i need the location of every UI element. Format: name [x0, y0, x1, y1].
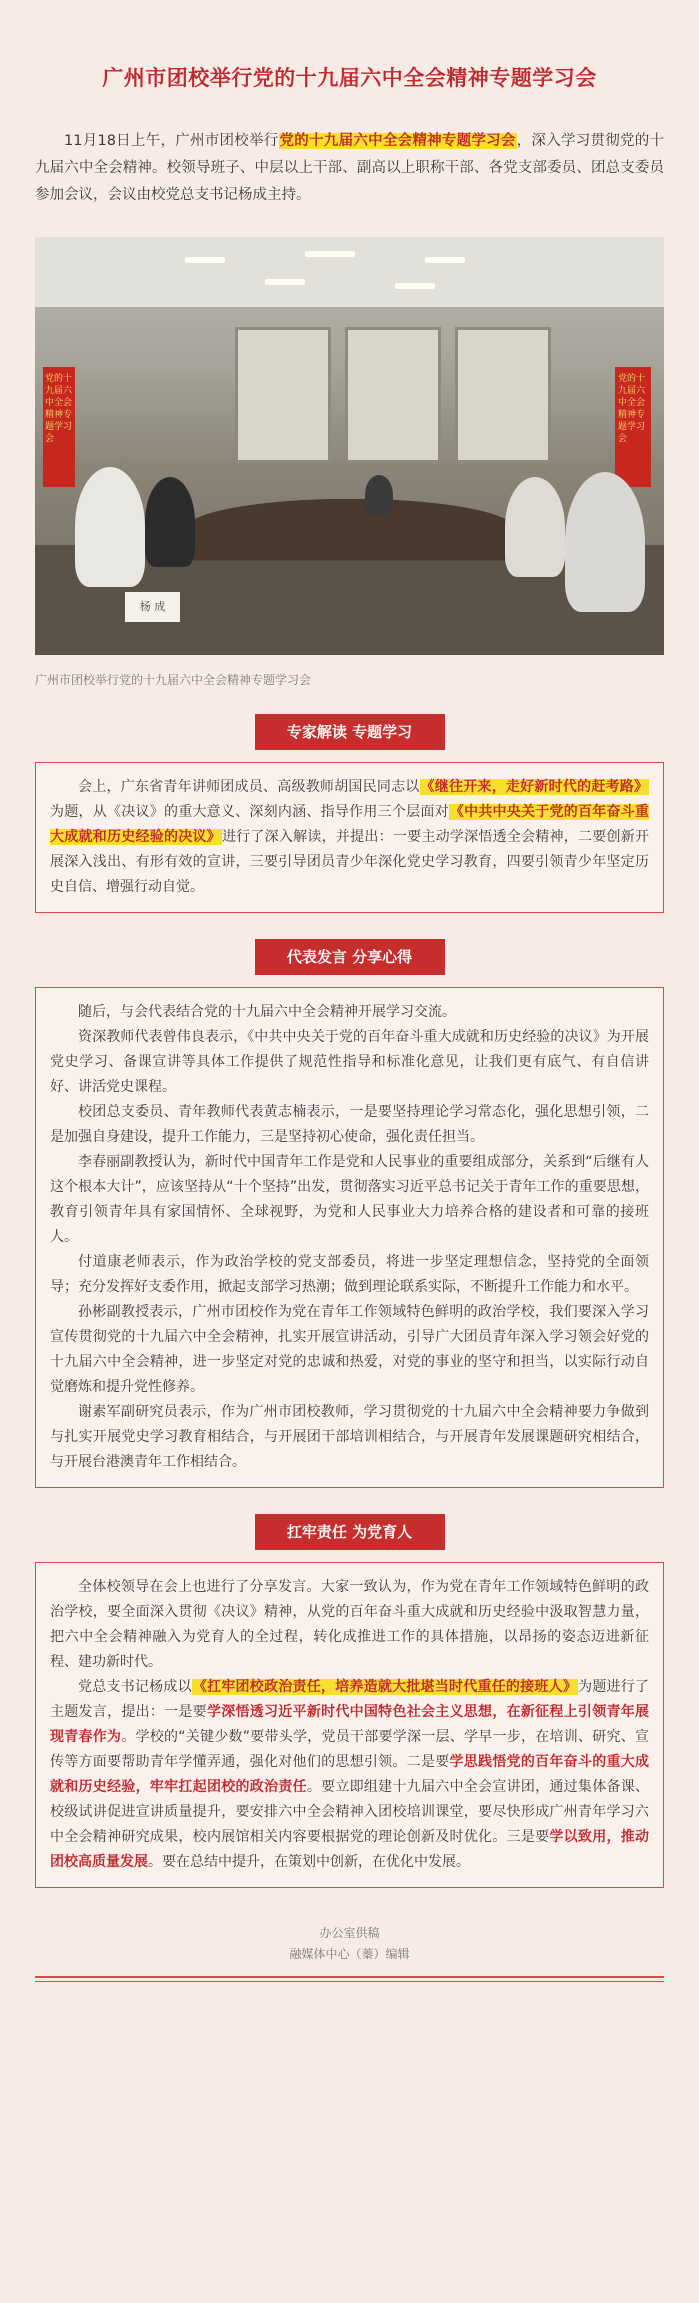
footer-editor: 融媒体中心（蓁）编辑	[289, 1947, 410, 1961]
photo-light	[185, 257, 225, 263]
photo-light	[265, 279, 305, 285]
photo-table	[170, 499, 531, 561]
photo-person	[145, 477, 195, 567]
expert-text-1: 会上，广东省青年讲师团成员、高级教师胡国民同志以	[78, 779, 420, 795]
expert-highlight-2: 《中共中央关于党的百年奋斗重大成就和历史经验的决议》	[50, 804, 649, 845]
photo-window	[235, 327, 331, 463]
section-heading-expert: 专家解读 专题学习	[255, 714, 445, 750]
speech-paragraph: 谢素军副研究员表示，作为广州市团校教师，学习贯彻党的十九届六中全会精神要力争做到与扎实开展党史学习教育相结合，与开展团干部培训相结合，与开展青年发展课题研究相结合，与开展台港澳青年工作相结合。	[50, 1404, 649, 1470]
responsibility-paragraph-1: 全体校领导在会上也进行了分享发言。大家一致认为，作为党在青年工作领域特色鲜明的政治学校，要全面深入贯彻《决议》精神，从党的百年奋斗重大成就和历史经验中汲取智慧力量，把六中全会精神融入为党育人的全过程，转化成推进工作的具体措施，以昂扬的姿态迈进新征程、建功新时代。	[50, 1579, 649, 1670]
photo-window	[455, 327, 551, 463]
speech-paragraph: 孙彬副教授表示，广州市团校作为党在青年工作领域特色鲜明的政治学校，我们要深入学习宣传贯彻党的十九届六中全会精神，扎实开展宣讲活动，引导广大团员青年深入学习领会好党的十九届六中全会精神，进一步坚定对党的忠诚和热爱，对党的事业的坚守和担当，以实际行动自觉磨炼和提升党性修养。	[50, 1304, 649, 1395]
section-box-responsibility	[35, 1562, 664, 1888]
photo-banner-left-text: 党的十九届六中全会精神专题学习会	[45, 374, 73, 444]
resp-text-1: 党总支书记杨成以	[78, 1679, 192, 1695]
photo-caption: 广州市团校举行党的十九届六中全会精神专题学习会	[35, 673, 312, 687]
article-title: 广州市团校举行党的十九届六中全会精神专题学习会	[102, 66, 597, 90]
resp-emphasis-3: 学以致用，推动团校高质量发展	[50, 1829, 650, 1870]
intro-text-2: ，深入学习贯彻党的十九届六中全会精神。校领导班子、中层以上干部、副高以上职称干部、各党支部委员、团总支委员参加会议，会议由校党总支书记杨成主持。	[35, 133, 665, 203]
speech-paragraph: 付道康老师表示，作为政治学校的党支部委员，将进一步坚定理想信念，坚持党的全面领导；充分发挥好支委作用，掀起支部学习热潮；做到理论联系实际，不断提升工作能力和水平。	[50, 1254, 649, 1295]
resp-text-3: 。学校的“关键少数”要带头学，党员干部要学深一层、学早一步，在培训、研究、宣传等方面要帮助青年学懂弄通，强化对他们的思想引领。二是要	[50, 1729, 649, 1770]
resp-emphasis-1: 学深悟透习近平新时代中国特色社会主义思想，在新征程上引领青年展现青春作为	[50, 1704, 650, 1745]
expert-paragraph	[50, 775, 649, 900]
intro-text-1: 11月18日上午，广州市团校举行	[64, 133, 279, 149]
section-heading-speeches: 代表发言 分享心得	[255, 939, 445, 975]
footer-rule	[35, 1976, 664, 1978]
resp-emphasis-2: 学思践悟党的百年奋斗的重大成就和历史经验，牢牢扛起团校的政治责任	[50, 1754, 650, 1795]
photo-banner-right-text: 党的十九届六中全会精神专题学习会	[618, 374, 646, 444]
resp-text-4: 。要立即组建十九届六中全会宣讲团，通过集体备课、校级试讲促进宣讲质量提升，要安排六中全会精神入团校培训课堂，要尽快形成广州青年学习六中全会精神研究成果，校内展馆相关内容要根据党的理论创新及时优化。三是要	[50, 1779, 649, 1845]
photo-nameplate: 杨 成	[125, 592, 180, 622]
expert-highlight-1: 《继往开来，走好新时代的赶考路》	[420, 779, 649, 795]
speech-paragraph: 资深教师代表曾伟良表示，《中共中央关于党的百年奋斗重大成就和历史经验的决议》为开展党史学习、备课宣讲等具体工作提供了规范性指导和标准化意见，让我们更有底气、有自信讲好、讲活党史课程。	[50, 1029, 649, 1095]
resp-text-2: 为题进行了主题发言，提出：一是要	[50, 1679, 650, 1720]
resp-highlight-1: 《扛牢团校政治责任，培养造就大批堪当时代重任的接班人》	[192, 1679, 578, 1695]
expert-text-2: 为题，从《决议》的重大意义、深刻内涵、指导作用三个层面对	[50, 804, 449, 820]
expert-text-3: 进行了深入解读，并提出：一要主动学深悟透全会精神，二要创新开展深入浅出、有形有效的宣讲，三要引导团员青少年深化党史学习教育，四要引领青少年坚定历史自信、增强行动自觉。	[50, 829, 650, 895]
resp-text-5: 。要在总结中提升，在策划中创新，在优化中发展。	[148, 1854, 470, 1870]
photo-person	[505, 477, 565, 577]
section-box-expert	[35, 762, 664, 913]
photo-person	[75, 467, 145, 587]
photo-window	[345, 327, 441, 463]
intro-highlight: 党的十九届六中全会精神专题学习会	[279, 133, 516, 149]
footer-source: 办公室供稿	[319, 1926, 380, 1940]
speech-paragraph: 李春丽副教授认为，新时代中国青年工作是党和人民事业的重要组成部分，关系到“后继有人这个根本大计”，应该坚持从“十个坚持”出发，贯彻落实习近平总书记关于青年工作的重要思想，教育引领青年具有家国情怀、全球视野，为党和人民事业大力培养合格的建设者和可靠的接班人。	[50, 1154, 649, 1245]
speech-paragraph: 随后，与会代表结合党的十九届六中全会精神开展学习交流。	[78, 1004, 456, 1020]
meeting-photo	[35, 237, 664, 655]
speech-paragraph: 校团总支委员、青年教师代表黄志楠表示，一是要坚持理论学习常态化，强化思想引领，二是加强自身建设，提升工作能力，三是坚持初心使命，强化责任担当。	[50, 1104, 649, 1145]
photo-light	[395, 283, 435, 289]
intro-paragraph	[35, 128, 664, 209]
section-box-speeches	[35, 987, 664, 1488]
photo-ceiling	[35, 237, 664, 307]
photo-person	[365, 475, 393, 515]
photo-light	[425, 257, 465, 263]
photo-person	[565, 472, 645, 612]
responsibility-paragraph-2	[50, 1675, 649, 1875]
section-heading-responsibility: 扛牢责任 为党育人	[255, 1514, 445, 1550]
photo-light	[305, 251, 355, 257]
footer-rule-thin	[35, 1981, 664, 1982]
